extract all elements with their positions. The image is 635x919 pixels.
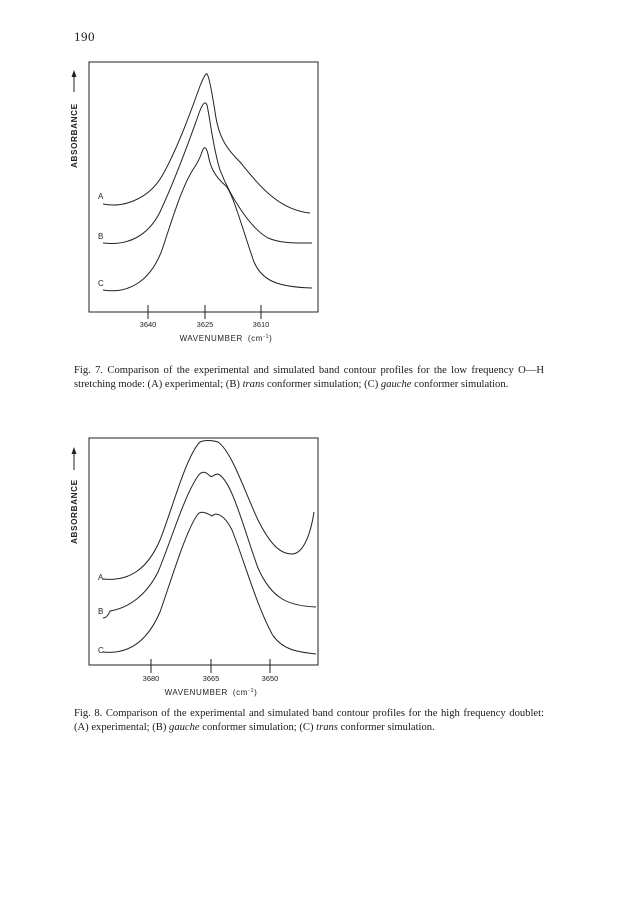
y-axis-arrowhead: [72, 70, 77, 77]
curve-label-b: B: [98, 607, 104, 616]
x-axis-label: WAVENUMBER $(cm^{-1})$: [179, 334, 273, 343]
curve-label-c: C: [98, 279, 104, 288]
tick-label: 3665: [202, 674, 220, 683]
figure-8-xlabel: [0, 686, 635, 706]
curve-a: [103, 441, 314, 580]
tick-label: 3610: [252, 320, 270, 329]
tick-label: 3680: [142, 674, 160, 683]
figure-8-caption: Fig. 8. Comparison of the experimental and simulated band contour profiles for the high frequency doublet: (A) experimental; (B) gauche conformer simulation; (C) trans conformer simulation.: [74, 708, 544, 734]
caption-label: Fig. 8.: [74, 708, 103, 719]
y-axis-label: ABSORBANCE: [70, 479, 79, 544]
y-axis-label: ABSORBANCE: [70, 103, 79, 168]
curve-label-c: C: [98, 646, 104, 655]
tick-label: 3625: [196, 320, 214, 329]
plot-frame: [89, 62, 318, 312]
page-number: 190: [74, 29, 95, 44]
y-axis-arrowhead: [72, 447, 77, 454]
curve-a: [103, 74, 310, 213]
figure-8: [0, 430, 635, 690]
curve-b: [103, 472, 316, 618]
figure-7: [0, 0, 635, 360]
curve-label-a: A: [98, 192, 104, 201]
caption-label: Fig. 7.: [74, 365, 104, 376]
curve-b: [103, 103, 312, 244]
curve-c: [103, 148, 312, 291]
curve-label-b: B: [98, 232, 104, 241]
curve-label-a: A: [98, 573, 104, 582]
curve-c: [103, 512, 316, 654]
x-axis-label: WAVENUMBER $(cm^{-1})$: [164, 688, 258, 697]
tick-label: 3650: [261, 674, 279, 683]
tick-label: 3640: [139, 320, 157, 329]
figure-7-caption: Fig. 7. Comparison of the experimental and simulated band contour profiles for the low frequency O—H stretching mode: (A) experimental; (B) trans conformer simulation; (C) gauche conformer simulation.: [74, 365, 544, 391]
